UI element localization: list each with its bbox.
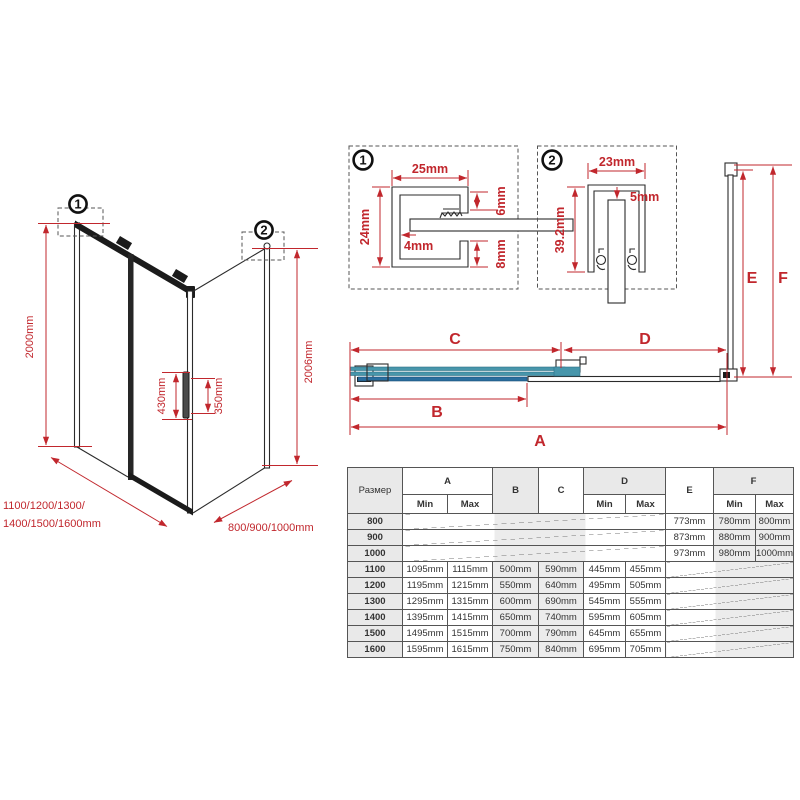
size-column-header: Размер [348, 468, 403, 514]
f-min-header: Min [714, 495, 756, 514]
cell-f-min: 880mm [714, 530, 756, 546]
cell-a-max: 1415mm [448, 610, 493, 626]
iso-dimensions [3, 224, 318, 535]
cell-d-min: 595mm [584, 610, 626, 626]
detail-2-badge: 2 [548, 152, 556, 168]
cell-size: 1100 [348, 562, 403, 578]
callout-2-number: 2 [260, 222, 268, 238]
cell-size: 900 [348, 530, 403, 546]
cell-d-max: 555mm [626, 594, 666, 610]
cell-c: 590mm [539, 562, 584, 578]
cell-size: 800 [348, 514, 403, 530]
cell-c: 640mm [539, 578, 584, 594]
cell-f-min: 980mm [714, 546, 756, 562]
a-max-header: Max [448, 495, 493, 514]
col-header-a: A [403, 468, 493, 495]
cell-a-max: 1215mm [448, 578, 493, 594]
a-min-header: Min [403, 495, 448, 514]
cell-size: 1600 [348, 642, 403, 658]
handle-span-label: 350mm [213, 377, 225, 415]
table-row-800 [348, 514, 794, 530]
table-row-1300 [348, 594, 794, 610]
col-header-e: E [666, 468, 714, 514]
table-row-900 [348, 530, 794, 546]
cell-b: 700mm [493, 626, 539, 642]
cell-b: 500mm [493, 562, 539, 578]
plan-dimensions [350, 165, 792, 450]
cell-a-min: 1195mm [403, 578, 448, 594]
cell-not-applicable-abcd [403, 530, 666, 546]
cell-c: 840mm [539, 642, 584, 658]
cell-d-min: 645mm [584, 626, 626, 642]
cell-a-min: 1595mm [403, 642, 448, 658]
cell-not-applicable-ef [666, 562, 794, 578]
cell-e: 973mm [666, 546, 714, 562]
cell-f-min: 780mm [714, 514, 756, 530]
cell-d-max: 455mm [626, 562, 666, 578]
cell-not-applicable-abcd [403, 546, 666, 562]
table-row-1400 [348, 610, 794, 626]
handle-total-label: 430mm [156, 377, 168, 415]
dim-c-label: C [449, 331, 461, 348]
side-panel-plan [720, 163, 737, 381]
cell-a-max: 1315mm [448, 594, 493, 610]
detail-2-gap-label: 5mm [630, 190, 660, 204]
size-table-body [348, 514, 794, 658]
cell-d-max: 505mm [626, 578, 666, 594]
cell-a-min: 1395mm [403, 610, 448, 626]
glass-panels [75, 221, 271, 516]
detail-1-wall-label: 4mm [404, 239, 434, 253]
detail-1-height-label: 24mm [358, 208, 372, 246]
col-header-b: B [493, 468, 539, 514]
table-row-1100 [348, 562, 794, 578]
cell-a-min: 1295mm [403, 594, 448, 610]
dim-d-label: D [639, 331, 651, 348]
cell-size: 1300 [348, 594, 403, 610]
depth-options-label: 800/900/1000mm [228, 522, 314, 534]
cell-not-applicable-abcd [403, 514, 666, 530]
cell-not-applicable-ef [666, 626, 794, 642]
cell-d-min: 545mm [584, 594, 626, 610]
cell-d-max: 655mm [626, 626, 666, 642]
cell-a-max: 1615mm [448, 642, 493, 658]
col-header-c: C [539, 468, 584, 514]
cell-d-max: 605mm [626, 610, 666, 626]
detail-1-badge: 1 [359, 152, 367, 168]
dim-f-label: F [778, 270, 788, 287]
callout-1-number: 1 [74, 196, 82, 212]
cell-not-applicable-ef [666, 594, 794, 610]
col-header-f: F [714, 468, 794, 495]
cell-c: 690mm [539, 594, 584, 610]
detail-1-width-label: 25mm [411, 162, 449, 176]
dim-a-label: A [534, 433, 546, 450]
f-max-header: Max [756, 495, 794, 514]
table-row-1200 [348, 578, 794, 594]
cell-e: 773mm [666, 514, 714, 530]
detail-2-width-label: 23mm [598, 155, 636, 169]
cell-not-applicable-ef [666, 578, 794, 594]
width-options-line2: 1400/1500/1600mm [3, 518, 101, 530]
table-row-1500 [348, 626, 794, 642]
cell-d-min: 495mm [584, 578, 626, 594]
cell-size: 1200 [348, 578, 403, 594]
cell-not-applicable-ef [666, 610, 794, 626]
cell-b: 600mm [493, 594, 539, 610]
cell-size: 1400 [348, 610, 403, 626]
cell-not-applicable-ef [666, 642, 794, 658]
cell-e: 873mm [666, 530, 714, 546]
size-table [347, 467, 794, 658]
cell-size: 1000 [348, 546, 403, 562]
col-header-d: D [584, 468, 666, 495]
dim-e-label: E [746, 270, 758, 287]
table-row-1000 [348, 546, 794, 562]
cell-a-min: 1095mm [403, 562, 448, 578]
width-options-line1: 1100/1200/1300/ [3, 500, 85, 512]
cell-f-max: 1000mm [756, 546, 794, 562]
cell-b: 650mm [493, 610, 539, 626]
detail-2-height-label: 39.2mm [553, 206, 567, 254]
cell-a-max: 1115mm [448, 562, 493, 578]
cell-b: 550mm [493, 578, 539, 594]
cell-f-max: 800mm [756, 514, 794, 530]
detail-1-gap-top-label: 6mm [494, 186, 508, 216]
dim-b-label: B [431, 404, 443, 421]
plan-view [340, 152, 800, 460]
cell-c: 740mm [539, 610, 584, 626]
d-max-header: Max [626, 495, 666, 514]
d-min-header: Min [584, 495, 626, 514]
cell-b: 750mm [493, 642, 539, 658]
callout-2 [242, 221, 284, 260]
cell-f-max: 900mm [756, 530, 794, 546]
cell-d-min: 695mm [584, 642, 626, 658]
door-handle [183, 372, 189, 418]
sliding-door-plan [350, 357, 720, 386]
height-left-label: 2000mm [24, 315, 36, 359]
table-row-1600 [348, 642, 794, 658]
cell-a-max: 1515mm [448, 626, 493, 642]
cell-c: 790mm [539, 626, 584, 642]
detail-1-gap-bottom-label: 8mm [494, 239, 508, 269]
cell-size: 1500 [348, 626, 403, 642]
isometric-view [0, 140, 340, 560]
height-right-label: 2006mm [303, 340, 315, 384]
cell-d-max: 705mm [626, 642, 666, 658]
cell-a-min: 1495mm [403, 626, 448, 642]
cell-d-min: 445mm [584, 562, 626, 578]
